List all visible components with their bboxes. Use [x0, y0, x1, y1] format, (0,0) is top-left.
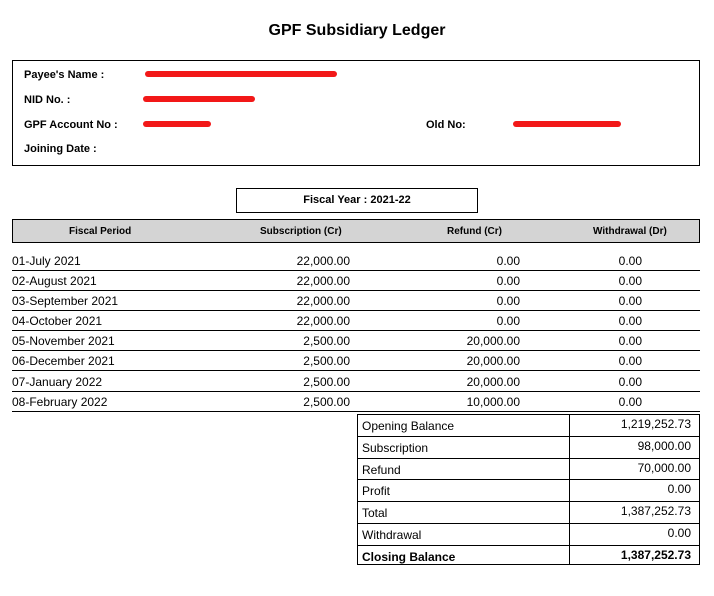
- table-row: [12, 351, 700, 371]
- refund-cell: 20,000.00: [466, 375, 520, 389]
- summary-label: Total: [362, 506, 388, 520]
- period-cell: 07-January 2022: [12, 375, 103, 389]
- table-row: [12, 291, 700, 311]
- payee-name-redaction: [145, 71, 337, 77]
- summary-label: Refund: [362, 463, 401, 477]
- gpf-account-redaction: [143, 121, 211, 127]
- refund-cell: 20,000.00: [466, 334, 520, 348]
- nid-redaction: [143, 96, 255, 102]
- header-subscription: Subscription (Cr): [260, 226, 342, 237]
- period-cell: 01-July 2021: [12, 254, 81, 268]
- withdrawal-cell: 0.00: [618, 354, 642, 368]
- summary-row-opening: [358, 415, 699, 436]
- joining-date-label: Joining Date :: [24, 143, 97, 155]
- header-withdrawal: Withdrawal (Dr): [593, 226, 667, 237]
- summary-value: 1,219,252.73: [620, 417, 691, 431]
- table-row: [12, 392, 700, 412]
- withdrawal-cell: 0.00: [618, 375, 642, 389]
- subscription-cell: 22,000.00: [296, 274, 350, 288]
- payee-info-box: [12, 60, 700, 166]
- summary-value: 98,000.00: [637, 439, 691, 453]
- period-cell: 08-February 2022: [12, 395, 108, 409]
- summary-label: Withdrawal: [362, 528, 422, 542]
- summary-label: Subscription: [362, 441, 429, 455]
- summary-value: 70,000.00: [637, 461, 691, 475]
- period-cell: 06-December 2021: [12, 354, 115, 368]
- table-row: [12, 251, 700, 271]
- withdrawal-cell: 0.00: [618, 314, 642, 328]
- subscription-cell: 2,500.00: [303, 354, 350, 368]
- gpf-account-label: GPF Account No :: [24, 119, 118, 131]
- old-no-label: Old No:: [426, 119, 466, 131]
- refund-cell: 20,000.00: [466, 354, 520, 368]
- old-no-redaction: [513, 121, 621, 127]
- refund-cell: 0.00: [496, 254, 520, 268]
- summary-row-closing: [358, 546, 699, 567]
- subscription-cell: 22,000.00: [296, 254, 350, 268]
- summary-value: 1,387,252.73: [620, 504, 691, 518]
- table-row: [12, 372, 700, 392]
- balance-summary-table: [357, 414, 700, 565]
- subscription-cell: 2,500.00: [303, 395, 350, 409]
- summary-label: Profit: [362, 484, 391, 498]
- table-row: [12, 331, 700, 351]
- fiscal-year-box: Fiscal Year : 2021-22: [236, 188, 478, 213]
- refund-cell: 10,000.00: [466, 395, 520, 409]
- subscription-cell: 22,000.00: [296, 314, 350, 328]
- period-cell: 03-September 2021: [12, 294, 119, 308]
- summary-label: Closing Balance: [362, 550, 456, 564]
- summary-label: Opening Balance: [362, 419, 455, 433]
- table-row: [12, 311, 700, 331]
- summary-row-subscription: [358, 437, 699, 458]
- summary-value: 1,387,252.73: [620, 548, 691, 562]
- summary-value: 0.00: [667, 482, 691, 496]
- header-refund: Refund (Cr): [447, 226, 502, 237]
- nid-label: NID No. :: [24, 94, 71, 106]
- payee-name-label: Payee's Name :: [24, 69, 105, 81]
- refund-cell: 0.00: [496, 314, 520, 328]
- withdrawal-cell: 0.00: [618, 274, 642, 288]
- period-cell: 05-November 2021: [12, 334, 115, 348]
- summary-row-refund: [358, 459, 699, 480]
- subscription-cell: 2,500.00: [303, 375, 350, 389]
- period-cell: 02-August 2021: [12, 274, 97, 288]
- summary-row-total: [358, 502, 699, 523]
- summary-row-profit: [358, 480, 699, 501]
- period-cell: 04-October 2021: [12, 314, 103, 328]
- table-row: [12, 271, 700, 291]
- withdrawal-cell: 0.00: [618, 254, 642, 268]
- ledger-table-header: [12, 219, 700, 243]
- summary-value: 0.00: [667, 526, 691, 540]
- header-fiscal-period: Fiscal Period: [69, 226, 132, 237]
- summary-row-withdrawal: [358, 524, 699, 545]
- withdrawal-cell: 0.00: [618, 334, 642, 348]
- withdrawal-cell: 0.00: [618, 294, 642, 308]
- page-title: GPF Subsidiary Ledger: [268, 22, 446, 39]
- refund-cell: 0.00: [496, 294, 520, 308]
- withdrawal-cell: 0.00: [618, 395, 642, 409]
- subscription-cell: 22,000.00: [296, 294, 350, 308]
- subscription-cell: 2,500.00: [303, 334, 350, 348]
- refund-cell: 0.00: [496, 274, 520, 288]
